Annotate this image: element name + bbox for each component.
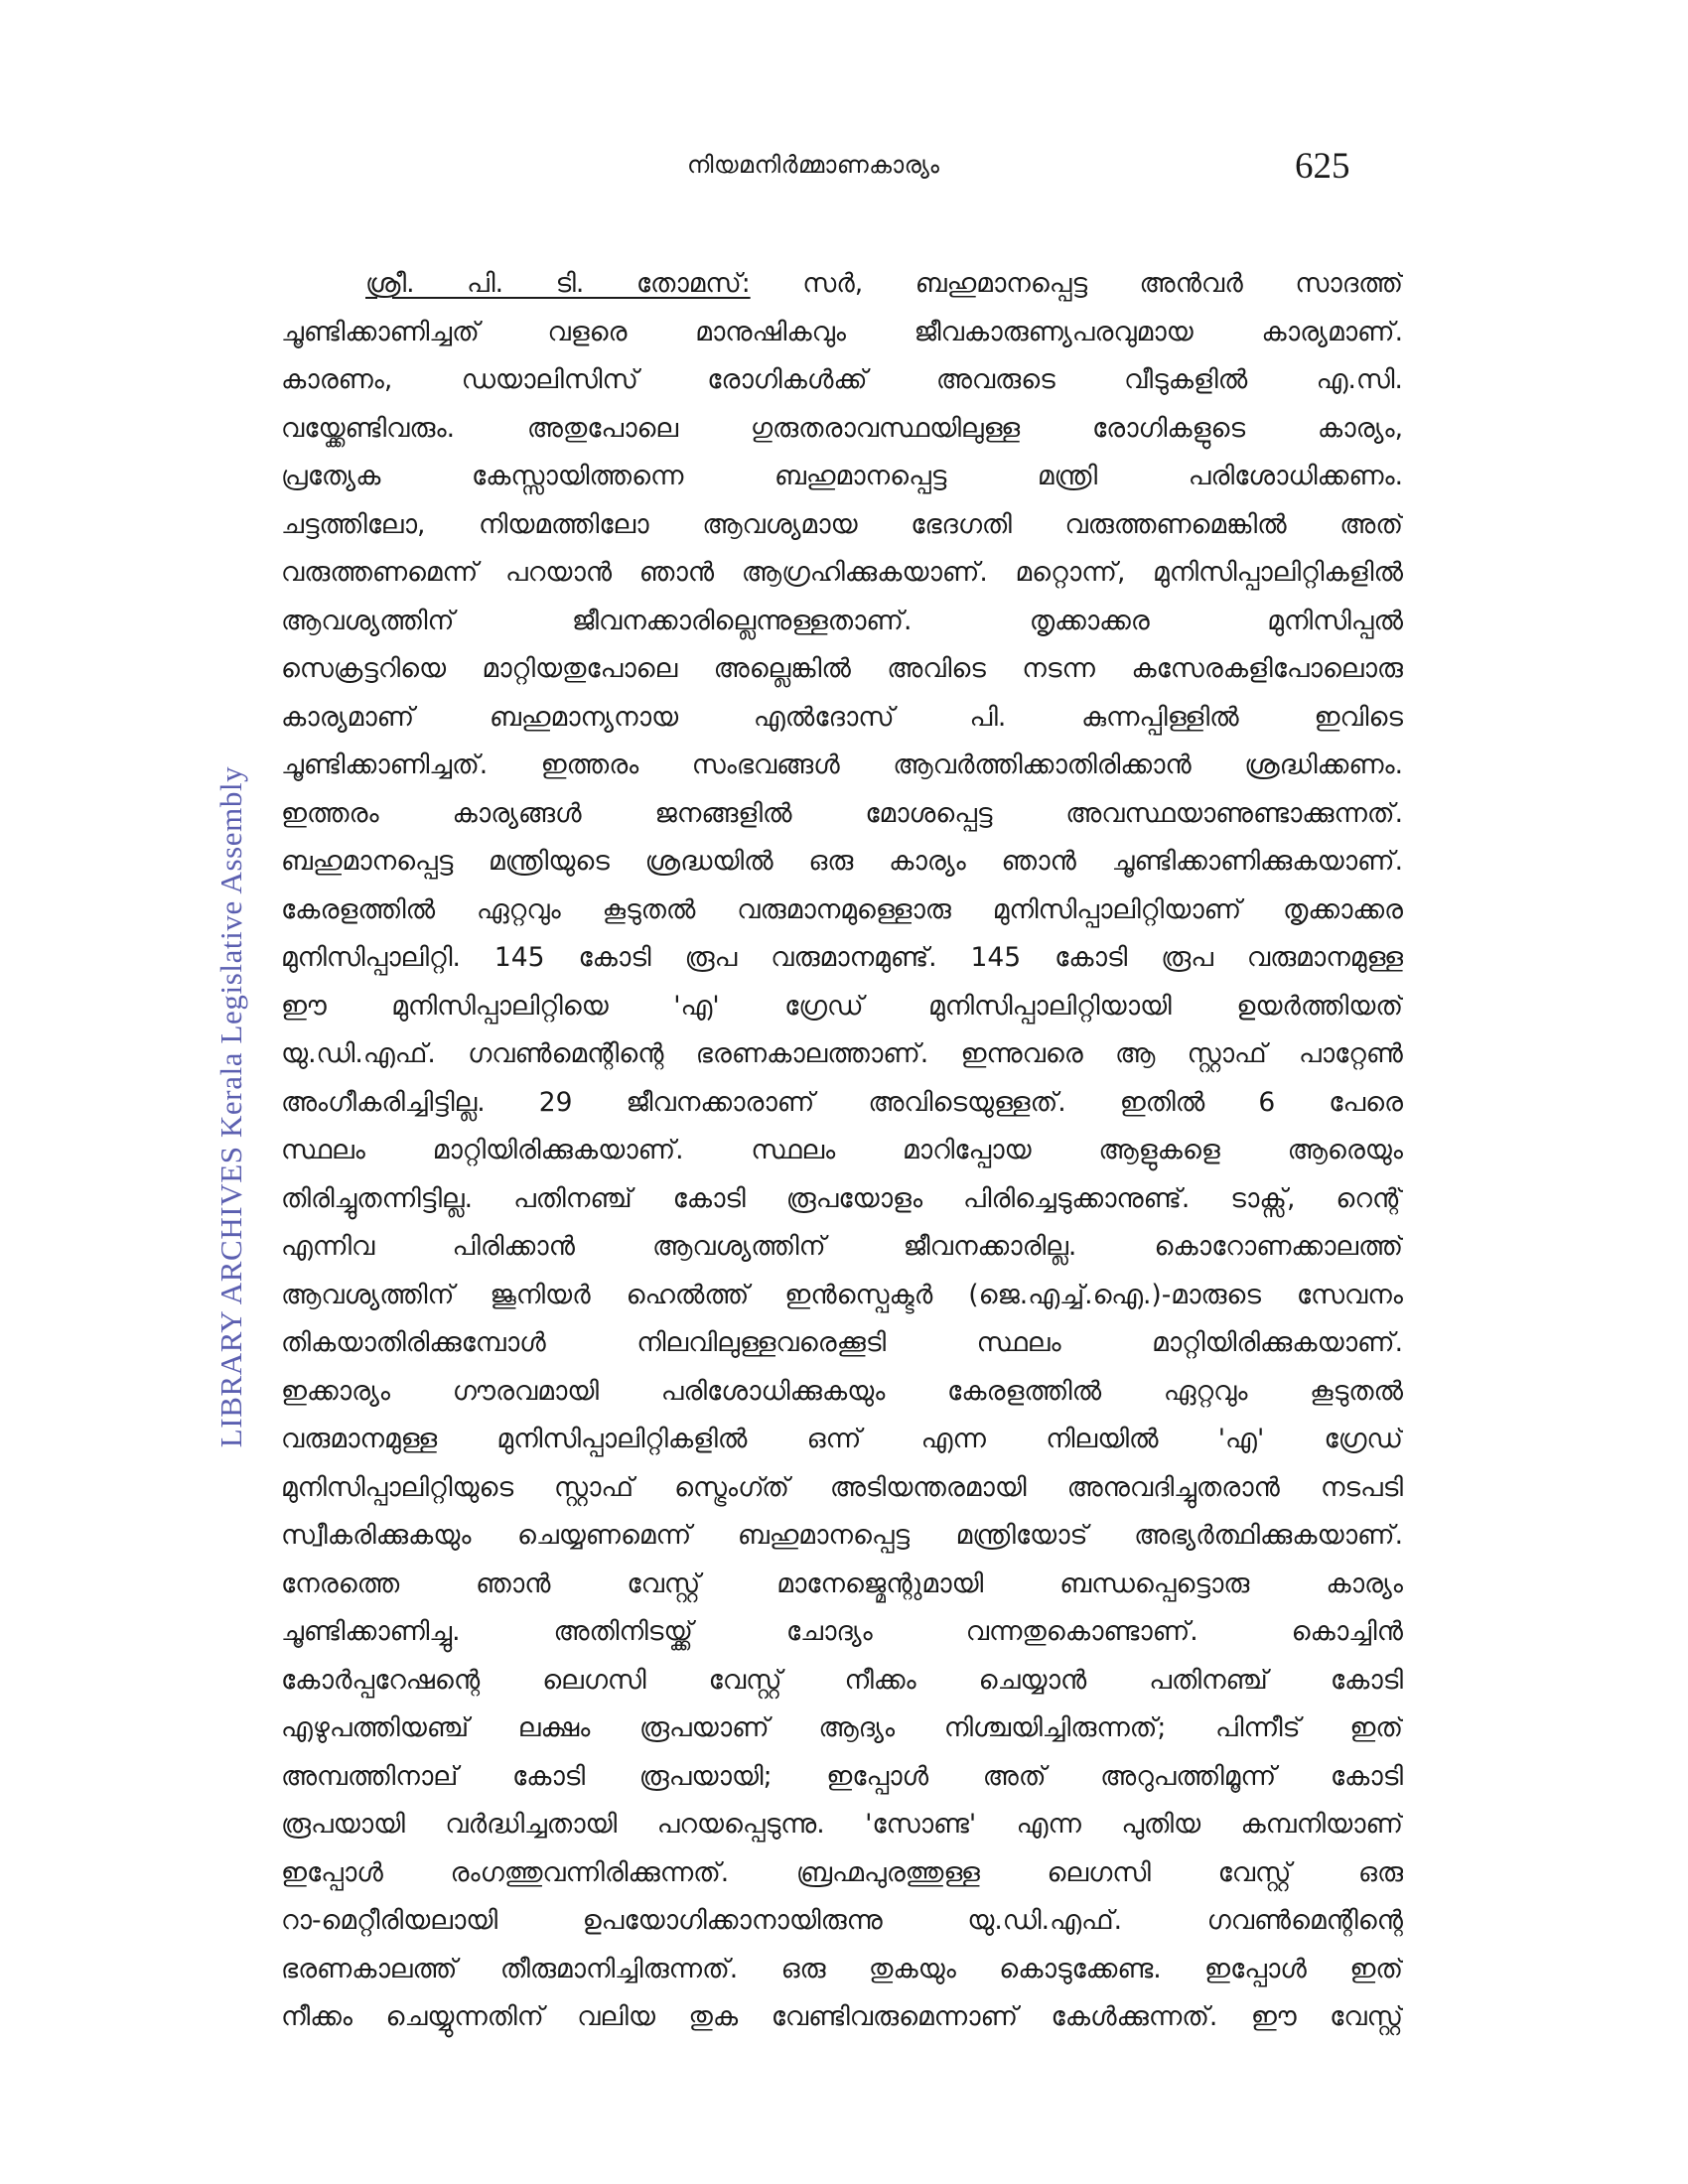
speech-line: എഴുപത്തിയഞ്ച് ലക്ഷം രൂപയാണ് ആദ്യം നിശ്ചയിച്ചിരുന്നത്; പിന്നീട് ഇത് (281, 1712, 1403, 1743)
running-header: നിയമനിർമ്മാണകാര്യം (687, 151, 940, 179)
speech-line: ഈ മുനിസിപ്പാലിറ്റിയെ 'എ' ഗ്രേഡ് മുനിസിപ്പാലിറ്റിയായി ഉയർത്തിയത് (281, 990, 1403, 1022)
speech-line: വയ്ക്കേണ്ടിവരും. അതുപോലെ ഗുരുതരാവസ്ഥയിലുള്ള രോഗികളുടെ കാര്യം, (281, 412, 1403, 444)
speech-line: സെക്രട്ടറിയെ മാറ്റിയതുപോലെ അല്ലെങ്കിൽ അവിടെ നടന്ന കസേരകളിപോലൊരു (281, 653, 1403, 684)
page-number: 625 (1295, 146, 1350, 187)
speech-line: നീക്കം ചെയ്യുന്നതിന് വലിയ തുക വേണ്ടിവരുമെന്നാണ് കേൾക്കുന്നത്. ഈ വേസ്റ്റ് (281, 2001, 1403, 2032)
speech-line: രൂപയായി വർദ്ധിച്ചതായി പറയപ്പെടുന്നു. 'സോണ്ട' എന്ന പുതിയ കമ്പനിയാണ് (281, 1809, 1403, 1840)
speech-line: എന്നിവ പിരിക്കാൻ ആവശ്യത്തിന് ജീവനക്കാരില്ല. കൊറോണക്കാലത്ത് (281, 1231, 1403, 1262)
speech-line: ചട്ടത്തിലോ, നിയമത്തിലോ ആവശ്യമായ ഭേദഗതി വരുത്തണമെങ്കിൽ അത് (281, 508, 1403, 540)
speech-text: സർ, ബഹുമാനപ്പെട്ട അൻവർ സാദത്ത് (750, 268, 1403, 299)
speech-line: സ്വീകരിക്കുകയും ചെയ്യണമെന്ന് ബഹുമാനപ്പെട്ട മന്ത്രിയോട് അഭ്യർത്ഥിക്കുകയാണ്. (281, 1520, 1403, 1551)
speech-line: തിരിച്ചുതന്നിട്ടില്ല. പതിനഞ്ച് കോടി രൂപയോളം പിരിച്ചെടുക്കാനുണ്ട്. ടാക്സ്, റെന്റ് (281, 1182, 1403, 1214)
speech-line: അംഗീകരിച്ചിട്ടില്ല. 29 ജീവനക്കാരാണ് അവിടെയുള്ളത്. ഇതിൽ 6 പേരെ (281, 1086, 1403, 1118)
speech-line: ആവശ്യത്തിന് ജീവനക്കാരില്ലെന്നുള്ളതാണ്. തൃക്കാക്കര മുനിസിപ്പൽ (281, 605, 1403, 636)
speech-line: റാ-മെറ്റീരിയലായി ഉപയോഗിക്കാനായിരുന്നു യു.ഡി.എഫ്. ഗവൺമെന്റിന്റെ (281, 1905, 1403, 1936)
speech-line: മുനിസിപ്പാലിറ്റി. 145 കോടി രൂപ വരുമാനമുണ്ട്. 145 കോടി രൂപ വരുമാനമുള്ള (281, 942, 1403, 973)
speech-line: നേരത്തെ ഞാൻ വേസ്റ്റ് മാനേജ്മെന്റുമായി ബന്ധപ്പെട്ടൊരു കാര്യം (281, 1568, 1403, 1599)
speech-line: ഭരണകാലത്ത് തീരുമാനിച്ചിരുന്നത്. ഒരു തുകയും കൊടുക്കേണ്ട. ഇപ്പോൾ ഇത് (281, 1953, 1403, 1984)
speech-line: കാര്യമാണ് ബഹുമാന്യനായ എൽദോസ് പി. കുന്നപ്പിള്ളിൽ ഇവിടെ (281, 701, 1403, 733)
speech-line: കേരളത്തിൽ ഏറ്റവും കൂടുതൽ വരുമാനമുള്ളൊരു മുനിസിപ്പാലിറ്റിയാണ് തൃക്കാക്കര (281, 893, 1403, 925)
speech-line (281, 260, 1403, 309)
speech-line: മുനിസിപ്പാലിറ്റിയുടെ സ്റ്റാഫ് സ്ട്രെംഗ്ത് അടിയന്തരമായി അനുവദിച്ചുതരാൻ നടപടി (281, 1471, 1403, 1503)
speech-line: വരുത്തണമെന്ന് പറയാൻ ഞാൻ ആഗ്രഹിക്കുകയാണ്. മറ്റൊന്ന്, മുനിസിപ്പാലിറ്റികളിൽ (281, 557, 1403, 588)
speech-line: ആവശ്യത്തിന് ജൂനിയർ ഹെൽത്ത് ഇൻസ്പെക്ടർ (ജെ.എച്ച്.ഐ.)-മാരുടെ സേവനം (281, 1279, 1403, 1310)
speech-line: കോർപ്പറേഷന്റെ ലെഗസി വേസ്റ്റ് നീക്കം ചെയ്യാൻ പതിനഞ്ച് കോടി (281, 1664, 1403, 1696)
speech-line: ചൂണ്ടിക്കാണിച്ചു. അതിനിടയ്ക്ക് ചോദ്യം വന്നതുകൊണ്ടാണ്. കൊച്ചിൻ (281, 1616, 1403, 1647)
speech-line: പ്രത്യേക കേസ്സായിത്തന്നെ ബഹുമാനപ്പെട്ട മന്ത്രി പരിശോധിക്കണം. (281, 461, 1403, 491)
speech-line: ചൂണ്ടിക്കാണിച്ചത് വളരെ മാനുഷികവും ജീവകാരുണ്യപരവുമായ കാര്യമാണ്. (281, 316, 1403, 347)
speech-line: ബഹുമാനപ്പെട്ട മന്ത്രിയുടെ ശ്രദ്ധയിൽ ഒരു കാര്യം ഞാൻ ചൂണ്ടിക്കാണിക്കുകയാണ്. (281, 846, 1403, 877)
speech-line: ഇത്തരം കാര്യങ്ങൾ ജനങ്ങളിൽ മോശപ്പെട്ട അവസ്ഥയാണുണ്ടാക്കുന്നത്. (281, 797, 1403, 829)
archive-watermark: LIBRARY ARCHIVES Kerala Legislative Assembly (213, 765, 248, 1448)
speech-line: ഇക്കാര്യം ഗൗരവമായി പരിശോധിക്കുകയും കേരളത്തിൽ ഏറ്റവും കൂടുതൽ (281, 1375, 1403, 1407)
speech-line: അമ്പത്തിനാല് കോടി രൂപയായി; ഇപ്പോൾ അത് അറുപത്തിമൂന്ന് കോടി (281, 1760, 1403, 1792)
speech-line: കാരണം, ഡയാലിസിസ് രോഗികൾക്ക് അവരുടെ വീടുകളിൽ എ.സി. (281, 364, 1403, 395)
speech-line: വരുമാനമുള്ള മുനിസിപ്പാലിറ്റികളിൽ ഒന്ന് എന്ന നിലയിൽ 'എ' ഗ്രേഡ് (281, 1424, 1403, 1454)
speech-body (281, 260, 1403, 2042)
speech-line: ഇപ്പോൾ രംഗത്തുവന്നിരിക്കുന്നത്. ബ്രഹ്മപുരത്തുള്ള ലെഗസി വേസ്റ്റ് ഒരു (281, 1856, 1403, 1888)
speaker-name: ശ്രീ. പി. ടി. തോമസ്: (365, 268, 751, 299)
speech-line: ചൂണ്ടിക്കാണിച്ചത്. ഇത്തരം സംഭവങ്ങൾ ആവർത്തിക്കാതിരിക്കാൻ ശ്രദ്ധിക്കണം. (281, 750, 1403, 780)
speech-line: തികയാതിരിക്കുമ്പോൾ നിലവിലുള്ളവരെക്കൂടി സ്ഥലം മാറ്റിയിരിക്കുകയാണ്. (281, 1327, 1403, 1358)
speech-line: സ്ഥലം മാറ്റിയിരിക്കുകയാണ്. സ്ഥലം മാറിപ്പോയ ആളുകളെ ആരെയും (281, 1135, 1403, 1165)
speech-line: യു.ഡി.എഫ്. ഗവൺമെന്റിന്റെ ഭരണകാലത്താണ്. ഇന്നുവരെ ആ സ്റ്റാഫ് പാറ്റേൺ (281, 1038, 1403, 1069)
